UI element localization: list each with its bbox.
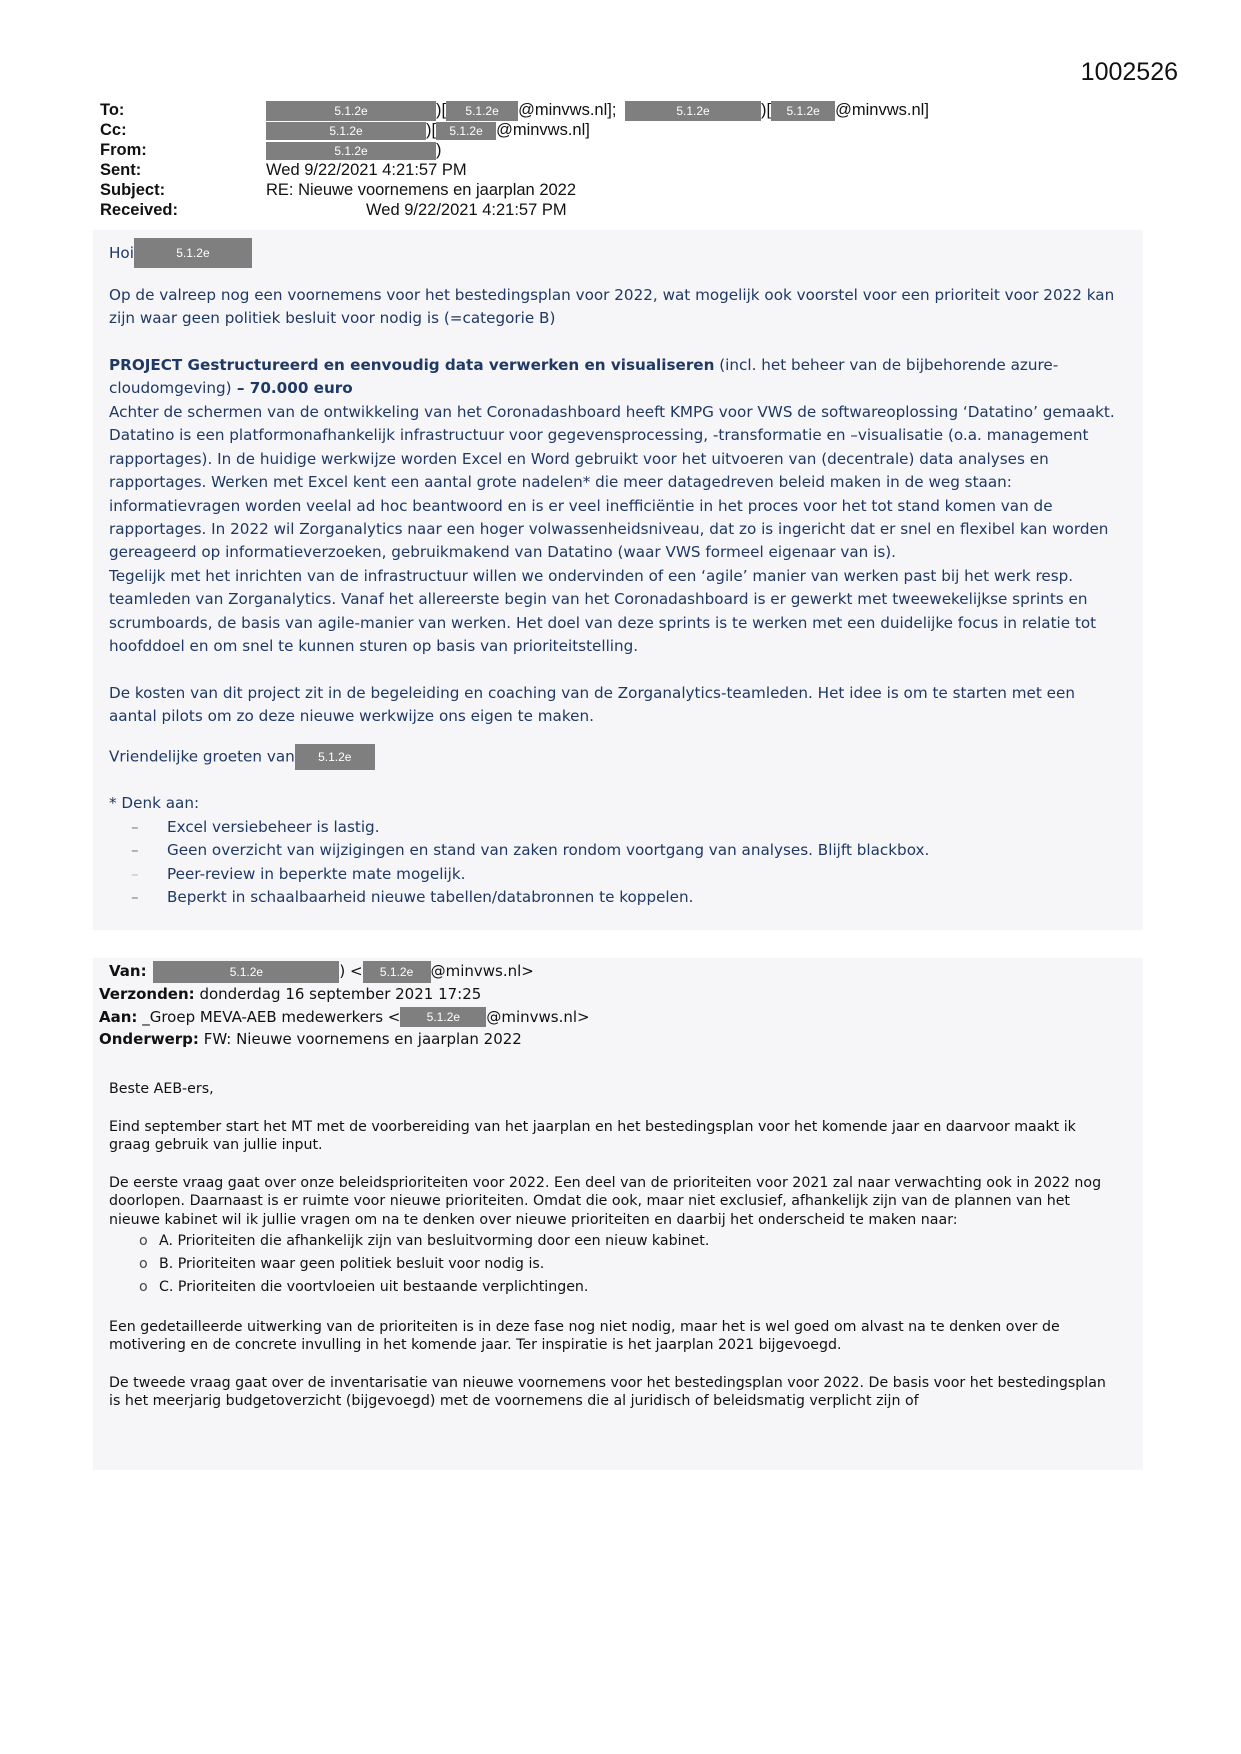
note-text: Peer-review in beperkte mate mogelijk. <box>167 864 466 883</box>
to-separator: )[ <box>436 101 447 119</box>
category-list <box>109 1230 1121 1299</box>
project-cost: – 70.000 euro <box>231 379 353 398</box>
sent-label: Sent: <box>100 161 142 179</box>
onderwerp-row <box>93 1028 1143 1051</box>
forwarded-message <box>93 958 1143 1470</box>
email-header <box>100 100 1200 220</box>
list-item <box>131 863 929 886</box>
subject-value: RE: Nieuwe voornemens en jaarplan 2022 <box>266 181 577 199</box>
forward-paragraph-4: De tweede vraag gaat over de inventarisatie van nieuwe voornemens voor het bestedingsplan voor 2022. De basis voor het bestedingsplan is het meerjarig budgetoverzicht (bijgevoegd) met de voornemens die al juridisch of beleidsmatig verplicht zijn of <box>109 1374 1106 1410</box>
verzonden-label: Verzonden: <box>99 984 195 1003</box>
subject-label: Subject: <box>100 181 166 199</box>
from-label: From: <box>100 141 147 159</box>
to-separator: )[ <box>761 101 772 119</box>
to-label: To: <box>100 101 125 119</box>
redaction-box: 5.1.2e <box>400 1007 486 1027</box>
redaction-box: 5.1.2e <box>153 961 339 983</box>
redaction-box: 5.1.2e <box>446 101 518 121</box>
list-item <box>139 1230 1121 1253</box>
van-row <box>93 960 1143 983</box>
note-title: * Denk aan: <box>109 794 200 812</box>
dash-bullet: – <box>131 818 139 836</box>
greeting-text: Hoi <box>109 244 134 262</box>
redaction-box: 5.1.2e <box>266 122 426 140</box>
onderwerp-label: Onderwerp: <box>99 1030 199 1049</box>
reply-body <box>93 230 1143 930</box>
dash-bullet: – <box>131 841 139 860</box>
redaction-box: 5.1.2e <box>363 961 431 983</box>
onderwerp-value: FW: Nieuwe voornemens en jaarplan 2022 <box>203 1030 522 1049</box>
dash-bullet: – <box>131 864 139 883</box>
redaction-box: 5.1.2e <box>436 122 496 140</box>
redaction-box: 5.1.2e <box>771 101 835 121</box>
redaction-box: 5.1.2e <box>134 238 252 268</box>
forward-greeting: Beste AEB-ers, <box>109 1081 214 1097</box>
note-text: Excel versiebeheer is lastig. <box>167 818 380 836</box>
redaction-box: 5.1.2e <box>295 744 375 770</box>
note-text: Beperkt in schaalbaarheid nieuwe tabellen/databronnen te koppelen. <box>167 888 694 907</box>
reply-intro: Op de valreep nog een voornemens voor het bestedingsplan voor 2022, wat mogelijk ook voorstel voor een prioriteit voor 2022 kan zijn waar geen politiek besluit voor nodig is (=categorie B) <box>109 286 1115 328</box>
list-item <box>131 816 929 839</box>
aan-domain: @minvws.nl> <box>486 1007 590 1026</box>
from-row <box>100 140 1200 160</box>
received-row <box>100 200 1200 220</box>
to-value <box>266 100 929 121</box>
subject-row <box>100 180 1200 200</box>
dash-bullet: – <box>131 888 139 907</box>
reply-paragraph-costs: De kosten van dit project zit in de begeleiding en coaching van de Zorganalytics-teamleden. Het idee is om te starten met een aantal pilots om zo deze nieuwe werkwijze ons eigen te maken. <box>109 684 1075 726</box>
cc-separator: )[ <box>426 121 437 139</box>
aan-value: _Groep MEVA-AEB medewerkers < <box>142 1007 401 1026</box>
circle-bullet: o <box>139 1255 148 1272</box>
from-close: ) <box>436 141 442 159</box>
category-text: A. Prioriteiten die afhankelijk zijn van besluitvorming door een nieuw kabinet. <box>159 1232 710 1249</box>
category-text: B. Prioriteiten waar geen politiek besluit voor nodig is. <box>159 1255 545 1272</box>
forward-body <box>109 1080 1121 1411</box>
note-list <box>131 816 929 910</box>
list-item <box>131 886 929 909</box>
sent-value: Wed 9/22/2021 4:21:57 PM <box>266 161 467 179</box>
verzonden-row <box>93 983 1143 1006</box>
forward-paragraph-2: De eerste vraag gaat over onze beleidsprioriteiten voor 2022. Een deel van de prioriteiten voor 2021 zal naar verwachting ook in 2022 nog doorlopen. Daarnaast is er ruimte voor nieuwe prioriteiten. Omdat die ook, maar niet exclusief, afhankelijk zijn van de plannen van het nieuwe kabinet wil ik jullie vragen om na te denken over nieuwe prioriteiten en daarbij het onderscheid te maken naar: <box>109 1174 1102 1228</box>
to-domain: @minvws.nl] <box>835 101 929 119</box>
reply-greeting <box>109 238 252 268</box>
redaction-box: 5.1.2e <box>266 142 436 160</box>
reply-closing <box>109 744 375 770</box>
cc-row <box>100 120 1200 140</box>
category-text: C. Prioriteiten die voortvloeien uit bestaande verplichtingen. <box>159 1278 589 1295</box>
cc-domain: @minvws.nl] <box>496 121 590 139</box>
list-item <box>139 1276 1121 1299</box>
project-title: PROJECT Gestructureerd en eenvoudig data verwerken en visualiseren <box>109 356 715 374</box>
forward-paragraph-1: Eind september start het MT met de voorbereiding van het jaarplan en het bestedingsplan voor het komende jaar en daarvoor maakt ik graag gebruik van jullie input. <box>109 1118 1076 1154</box>
circle-bullet: o <box>139 1232 148 1249</box>
reply-paragraph-datatino: Achter de schermen van de ontwikkeling van het Coronadashboard heeft KMPG voor VWS de softwareoplossing ‘Datatino’ gemaakt. Datatino is een platformonafhankelijk infrastructuur voor gegevensprocessing, -transformatie en –visualisatie (o.a. management rapportages). In de huidige werkwijze worden Excel en Word gebruikt voor het uitvoeren van (decentrale) data analyses en rapportages. Werken met Excel kent een aantal grote nadelen* die meer datagedreven beleid maken in de weg staan: informatievragen worden veelal ad hoc beantwoord en is er veel inefficiëntie in het proces voor het tot stand komen van de rapportages. In 2022 wil Zorganalytics naar een hoger volwassenheidsniveau, dat zo is ingericht dat er snel en flexibel kan worden gereageerd op informatieverzoeken, gebruikmakend van Datatino (waar VWS formeel eigenaar van is). <box>109 403 1115 562</box>
redaction-box: 5.1.2e <box>266 101 436 121</box>
cc-label: Cc: <box>100 121 127 139</box>
forward-paragraph-3: Een gedetailleerde uitwerking van de prioriteiten is in deze fase nog niet nodig, maar het is wel goed om alvast na te denken over de motivering en de concrete invulling in het komende jaar. Ter inspiratie is het jaarplan 2021 bijgevoegd. <box>109 1318 1060 1354</box>
aan-label: Aan: <box>99 1007 138 1026</box>
cc-value <box>266 120 590 140</box>
note-text: Geen overzicht van wijzigingen en stand van zaken rondom voortgang van analyses. Blijft blackbox. <box>167 841 930 860</box>
to-row <box>100 100 1200 120</box>
from-value <box>266 140 442 160</box>
closing-text: Vriendelijke groeten van <box>109 747 295 766</box>
forward-header <box>93 960 1143 1051</box>
aan-row <box>93 1006 1143 1029</box>
van-label: Van: <box>109 962 147 980</box>
received-value: Wed 9/22/2021 4:21:57 PM <box>366 201 567 219</box>
received-label: Received: <box>100 201 178 219</box>
verzonden-value: donderdag 16 september 2021 17:25 <box>199 984 482 1003</box>
van-domain: @minvws.nl> <box>430 962 534 980</box>
sent-row <box>100 160 1200 180</box>
reply-paragraph-agile: Tegelijk met het inrichten van de infrastructuur willen we ondervinden of een ‘agile’ manier van werken past bij het werk resp. teamleden van Zorganalytics. Vanaf het allereerste begin van het Coronadashboard is er gewerkt met tweewekelijkse sprints en scrumboards, de basis van agile-manier van werken. Het doel van deze sprints is te werken met een duidelijke focus in relatie tot hoofddoel en om snel te kunnen sturen op basis van prioriteitstelling. <box>109 567 1097 656</box>
project-heading <box>109 354 1119 401</box>
project-incl: (incl. het beheer van de bijbehorende azure-cloudomgeving) <box>109 356 1059 398</box>
circle-bullet: o <box>139 1278 148 1295</box>
van-separator: ) < <box>339 962 363 980</box>
list-item <box>139 1253 1121 1276</box>
list-item <box>131 839 929 862</box>
redaction-box: 5.1.2e <box>625 101 761 121</box>
to-domain: @minvws.nl]; <box>518 101 617 119</box>
document-number: 1002526 <box>1080 58 1178 86</box>
